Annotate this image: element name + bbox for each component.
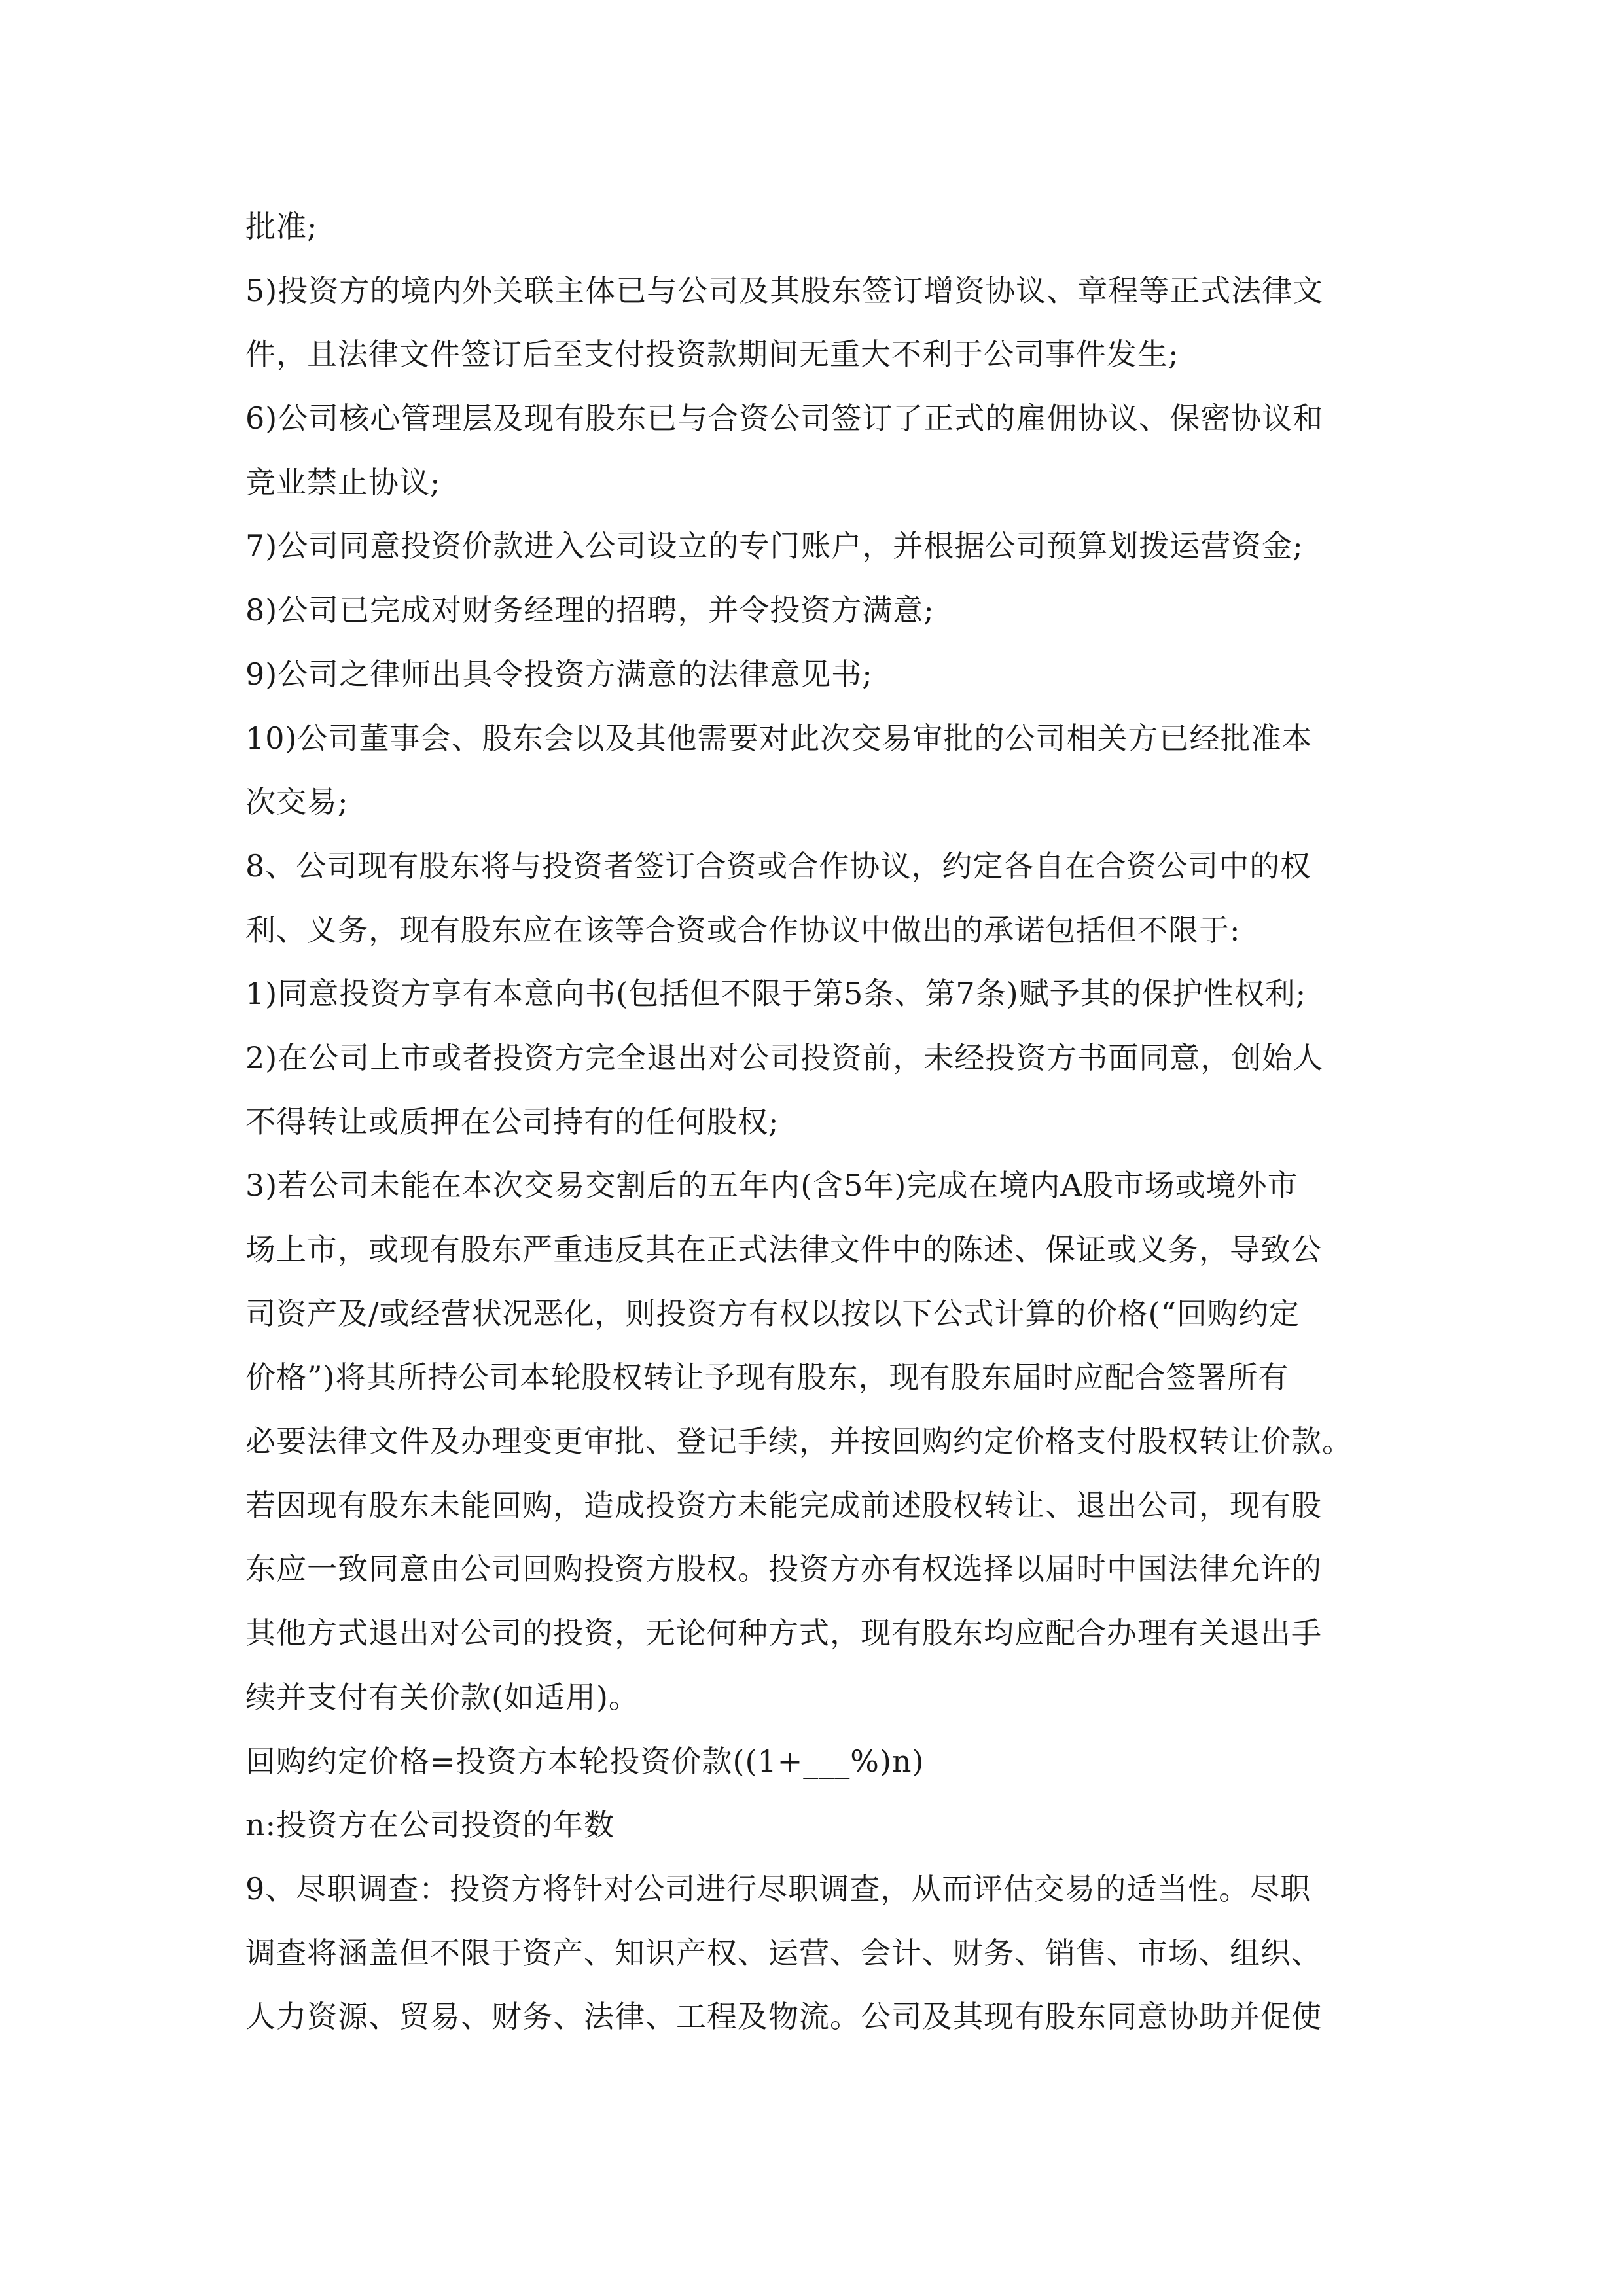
text-line: 竞业禁止协议; [245, 464, 441, 500]
text-line: 9、尽职调查：投资方将针对公司进行尽职调查，从而评估交易的适当性。尽职 [245, 1871, 1311, 1907]
text-line: 1)同意投资方享有本意向书(包括但不限于第5条、第7条)赋予其的保护性权利; [245, 976, 1307, 1012]
text-line: 场上市，或现有股东严重违反其在正式法律文件中的陈述、保证或义务，导致公 [245, 1232, 1322, 1267]
text-line: 利、义务，现有股东应在该等合资或合作协议中做出的承诺包括但不限于: [245, 912, 1241, 948]
text-line: 批准; [245, 209, 318, 244]
text-line: 人力资源、贸易、财务、法律、工程及物流。公司及其现有股东同意协助并促使 [245, 1999, 1322, 2035]
text-line: 其他方式退出对公司的投资，无论何种方式，现有股东均应配合办理有关退出手 [245, 1615, 1322, 1651]
text-line: 3)若公司未能在本次交易交割后的五年内(含5年)完成在境内A股市场或境外市 [245, 1168, 1298, 1204]
text-line: 司资产及/或经营状况恶化，则投资方有权以按以下公式计算的价格(“回购约定 [245, 1295, 1300, 1331]
text-line: 8)公司已完成对财务经理的招聘，并令投资方满意; [245, 592, 935, 628]
text-line: 9)公司之律师出具令投资方满意的法律意见书; [245, 656, 873, 692]
text-line: 5)投资方的境内外关联主体已与公司及其股东签订增资协议、章程等正式法律文 [245, 272, 1324, 308]
text-line: 6)公司核心管理层及现有股东已与合资公司签订了正式的雇佣协议、保密协议和 [245, 401, 1324, 437]
text-line: 必要法律文件及办理变更审批、登记手续，并按回购约定价格支付股权转让价款。 [245, 1424, 1353, 1460]
text-line: 次交易; [245, 784, 349, 820]
text-line: 7)公司同意投资价款进入公司设立的专门账户，并根据公司预算划拨运营资金; [245, 528, 1304, 564]
text-line: 不得转让或质押在公司持有的任何股权; [245, 1103, 779, 1139]
text-line: 东应一致同意由公司回购投资方股权。投资方亦有权选择以届时中国法律允许的 [245, 1551, 1322, 1587]
document-body [245, 195, 1397, 2049]
text-line: 调查将涵盖但不限于资产、知识产权、运营、会计、财务、销售、市场、组织、 [245, 1935, 1322, 1971]
text-line: 10)公司董事会、股东会以及其他需要对此次交易审批的公司相关方已经批准本 [245, 720, 1313, 756]
text-line: n:投资方在公司投资的年数 [245, 1807, 615, 1843]
text-line: 价格”)将其所持公司本轮股权转让予现有股东，现有股东届时应配合签署所有 [245, 1359, 1289, 1395]
text-line: 回购约定价格=投资方本轮投资价款((1+___%)n) [245, 1743, 925, 1779]
text-line: 件，且法律文件签订后至支付投资款期间无重大不利于公司事件发生; [245, 336, 1179, 372]
text-line: 2)在公司上市或者投资方完全退出对公司投资前，未经投资方书面同意，创始人 [245, 1039, 1324, 1075]
text-line: 若因现有股东未能回购，造成投资方未能完成前述股权转让、退出公司，现有股 [245, 1487, 1322, 1523]
text-line: 续并支付有关价款(如适用)。 [245, 1679, 639, 1715]
text-line: 8、公司现有股东将与投资者签订合资或合作协议，约定各自在合资公司中的权 [245, 848, 1311, 884]
